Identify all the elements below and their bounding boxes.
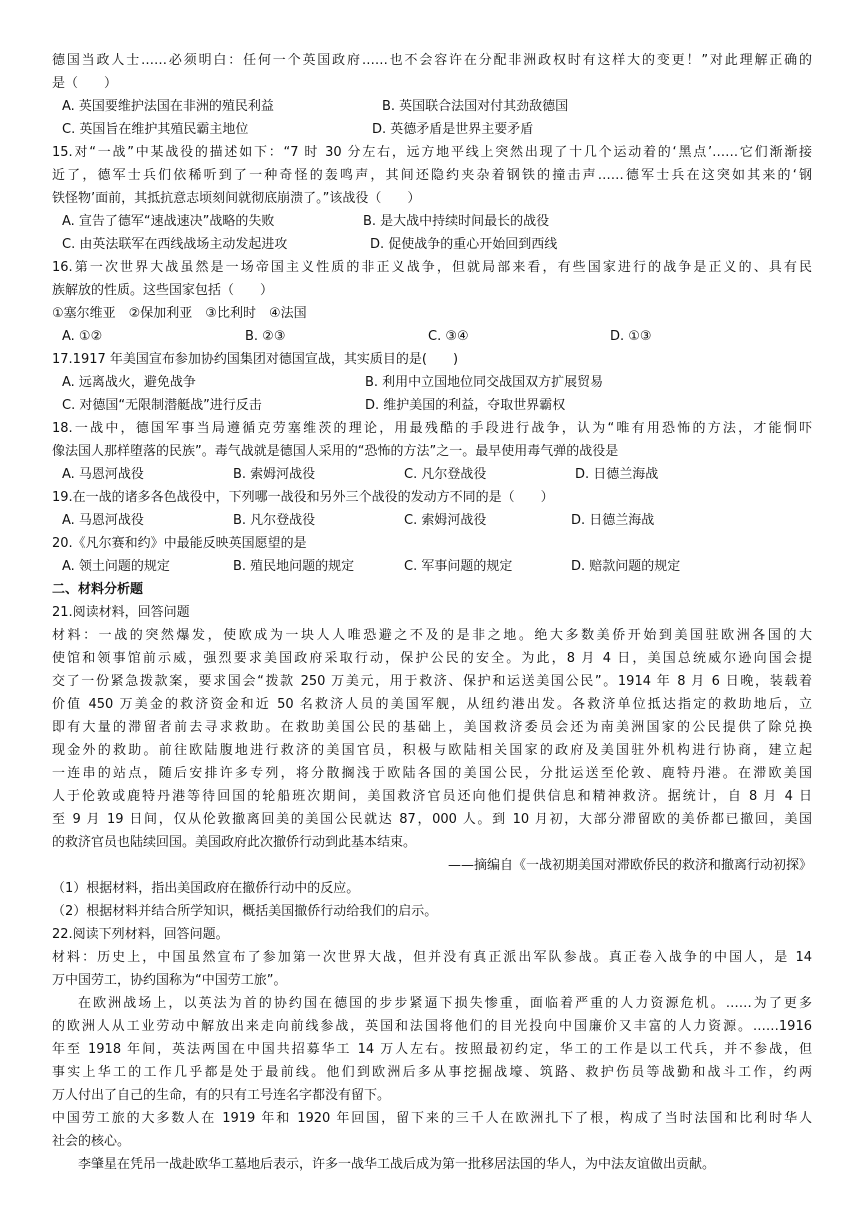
q14-stem-line-1: 德国当政人士……必须明白：任何一个英国政府……也不会容许在分配非洲政权时有这样大的变更！”对此理解正确的 bbox=[52, 53, 812, 68]
section-title: 二、材料分析题 bbox=[52, 582, 144, 597]
q21-material-line-4: 价值 450 万美金的救济资金和近 50 名救济人员的美国军舰，从纽约港出发。各救济单位抵达指定的救助地后，立 bbox=[52, 697, 812, 712]
q19-option-d: D. 日德兰海战 bbox=[571, 513, 655, 528]
q15-option-c: C. 由英法联军在西线战场主动发起进攻 bbox=[62, 237, 288, 252]
q17-option-a: A. 远离战火，避免战争 bbox=[62, 375, 196, 390]
q21-material-line-2: 使馆和领事馆前示威，强烈要求美国政府采取行动，保护公民的安全。为此，8 月 4 日，美国总统威尔逊向国会提 bbox=[52, 651, 812, 666]
q15-option-d: D. 促使战争的重心开始回到西线 bbox=[370, 237, 558, 252]
q22-para3-line-1: 中国劳工旅的大多数人在 1919 年和 1920 年回国，留下来的三千人在欧洲扎下了根，构成了当时法国和比利时华人 bbox=[52, 1111, 812, 1126]
q21-material-line-1: 材料：一战的突然爆发，使欧成为一块人人唯恐避之不及的是非之地。绝大多数美侨开始到美国驻欧洲各国的大 bbox=[52, 628, 812, 643]
q21-material-line-7: 一连串的站点，随后安排许多专列，将分散搁浅于欧陆各国的美国公民，分批运送至伦敦、鹿特丹港。在滞欧美国 bbox=[52, 766, 812, 781]
q15-stem-line-3: 铁怪物’面前，其抵抗意志顷刻间就彻底崩溃了。”该战役（ ） bbox=[52, 191, 421, 206]
q16-stem-line-2: 族解放的性质。这些国家包括（ ） bbox=[52, 283, 274, 298]
q21-material-line-9: 至 9 月 19 日间，仅从伦敦撤离回美的美国公民就达 87，000 人。到 10 月初，大部分滞留欧的美侨都已撤回，美国 bbox=[52, 812, 812, 827]
q22-para1-line-1: 材料：历史上，中国虽然宣布了参加第一次世界大战，但并没有真正派出军队参战。真正卷入战争的中国人，是 14 bbox=[52, 950, 812, 965]
q18-stem-line-1: 18.一战中，德国军事当局遵循克劳塞维茨的理论，用最残酷的手段进行战争，认为“唯有用恐怖的方法，才能恫吓 bbox=[52, 421, 812, 436]
q21-question-1: （1）根据材料，指出美国政府在撤侨行动中的反应。 bbox=[52, 881, 360, 896]
q15-stem-line-2: 近了，德军士兵们依稀听到了一种奇怪的轰鸣声，其间还隐约夹杂着钢铁的撞击声……德军士兵在这突如其来的‘钢 bbox=[52, 168, 812, 183]
q22-para2-line-2: 的欧洲人从工业劳动中解放出来走向前线参战，英国和法国将他们的目光投向中国廉价又丰富的人力资源。……1916 bbox=[52, 1019, 812, 1034]
q15-stem-line-1: 15.对“一战”中某战役的描述如下：“7 时 30 分左右，远方地平线上突然出现了十几个运动着的‘黑点’……它们渐渐接 bbox=[52, 145, 812, 160]
q21-title: 21.阅读材料，回答问题 bbox=[52, 605, 190, 620]
q20-option-d: D. 赔款问题的规定 bbox=[571, 559, 681, 574]
q18-option-a: A. 马恩河战役 bbox=[62, 467, 144, 482]
q21-material-line-10: 的救济官员也陆续回国。美国政府此次撤侨行动到此基本结束。 bbox=[52, 835, 417, 850]
q22-title: 22.阅读下列材料，回答问题。 bbox=[52, 927, 229, 942]
q15-option-b: B. 是大战中持续时间最长的战役 bbox=[363, 214, 550, 229]
q17-option-c: C. 对德国“无限制潜艇战”进行反击 bbox=[62, 398, 262, 413]
q19-stem: 19.在一战的诸多各色战役中，下列哪一战役和另外三个战役的发动方不同的是（ ） bbox=[52, 490, 554, 505]
q16-option-d: D. ①③ bbox=[610, 329, 652, 344]
q16-stem-line-1: 16.第一次世界大战虽然是一场帝国主义性质的非正义战争，但就局部来看，有些国家进行的战争是正义的、具有民 bbox=[52, 260, 812, 275]
q17-option-b: B. 利用中立国地位同交战国双方扩展贸易 bbox=[365, 375, 604, 390]
q16-choices: ①塞尔维亚 ②保加利亚 ③比利时 ④法国 bbox=[52, 306, 307, 321]
q20-option-c: C. 军事问题的规定 bbox=[404, 559, 513, 574]
q17-stem: 17.1917 年美国宣布参加协约国集团对德国宣战，其实质目的是( ) bbox=[52, 352, 459, 367]
q22-para2-line-4: 事实上华工的工作几乎都是处于最前线。他们到欧洲后多从事挖掘战壕、筑路、救护伤员等战勤和战斗工作，约两 bbox=[52, 1065, 812, 1080]
q22-para4-line-1: 李肇星在凭吊一战赴欧华工墓地后表示，许多一战华工战后成为第一批移居法国的华人，为中法友谊做出贡献。 bbox=[78, 1157, 716, 1172]
q22-para1-line-2: 万中国劳工，协约国称为“中国劳工旅”。 bbox=[52, 973, 287, 988]
q21-material-line-3: 交了一份紧急拨款案，要求国会“拨款 250 万美元，用于救济、保护和运送美国公民”。1914 年 8 月 6 日晚，装载着 bbox=[52, 674, 812, 689]
q18-option-d: D. 日德兰海战 bbox=[575, 467, 659, 482]
q21-material-line-5: 即有大量的滞留者前去寻求救助。在救助美国公民的基础上，美国救济委员会还为南美洲国家的公民提供了除兑换 bbox=[52, 720, 812, 735]
q19-option-b: B. 凡尔登战役 bbox=[233, 513, 316, 528]
q17-option-d: D. 维护美国的利益，夺取世界霸权 bbox=[365, 398, 566, 413]
q14-option-d: D. 英德矛盾是世界主要矛盾 bbox=[372, 122, 534, 137]
q14-option-c: C. 英国旨在维护其殖民霸主地位 bbox=[62, 122, 249, 137]
q14-option-a: A. 英国要维护法国在非洲的殖民利益 bbox=[62, 99, 274, 114]
q21-question-2: （2）根据材料并结合所学知识，概括美国撤侨行动给我们的启示。 bbox=[52, 904, 438, 919]
q14-option-b: B. 英国联合法国对付其劲敌德国 bbox=[382, 99, 569, 114]
q14-stem-line-2: 是（ ） bbox=[52, 76, 118, 91]
q16-option-b: B. ②③ bbox=[245, 329, 286, 344]
q22-para2-line-1: 在欧洲战场上，以英法为首的协约国在德国的步步紧逼下损失惨重，面临着严重的人力资源危机。……为了更多 bbox=[78, 996, 812, 1011]
q22-para2-line-5: 万人付出了自己的生命，有的只有工号连名字都没有留下。 bbox=[52, 1088, 391, 1103]
q16-option-c: C. ③④ bbox=[428, 329, 469, 344]
q18-option-c: C. 凡尔登战役 bbox=[404, 467, 487, 482]
q22-para3-line-2: 社会的核心。 bbox=[52, 1134, 131, 1149]
q21-material-line-6: 现金外的救助。前往欧陆腹地进行救济的美国官员，积极与欧陆相关国家的政府及美国驻外机构进行协商，建立起 bbox=[52, 743, 812, 758]
q20-stem: 20.《凡尔赛和约》中最能反映英国愿望的是 bbox=[52, 536, 307, 551]
q15-option-a: A. 宣告了德军“速战速决”战略的失败 bbox=[62, 214, 275, 229]
q19-option-a: A. 马恩河战役 bbox=[62, 513, 144, 528]
q22-para2-line-3: 年至 1918 年间，英法两国在中国共招募华工 14 万人左右。按照最初约定，华工的工作是以工代兵，并不参战，但 bbox=[52, 1042, 812, 1057]
q21-material-line-8: 人于伦敦或鹿特丹港等待回国的轮船班次期间，美国救济官员还向他们提供信息和精神救济。据统计，自 8 月 4 日 bbox=[52, 789, 812, 804]
q21-source: ——摘编自《一战初期美国对滞欧侨民的救济和撤离行动初探》 bbox=[447, 858, 812, 873]
q19-option-c: C. 索姆河战役 bbox=[404, 513, 487, 528]
q18-option-b: B. 索姆河战役 bbox=[233, 467, 316, 482]
q20-option-b: B. 殖民地问题的规定 bbox=[233, 559, 355, 574]
q16-option-a: A. ①② bbox=[62, 329, 103, 344]
q18-stem-line-2: 像法国人那样堕落的民族”。毒气战就是德国人采用的“恐怖的方法”之一。最早使用毒气弹的战役是 bbox=[52, 444, 619, 459]
q20-option-a: A. 领土问题的规定 bbox=[62, 559, 170, 574]
